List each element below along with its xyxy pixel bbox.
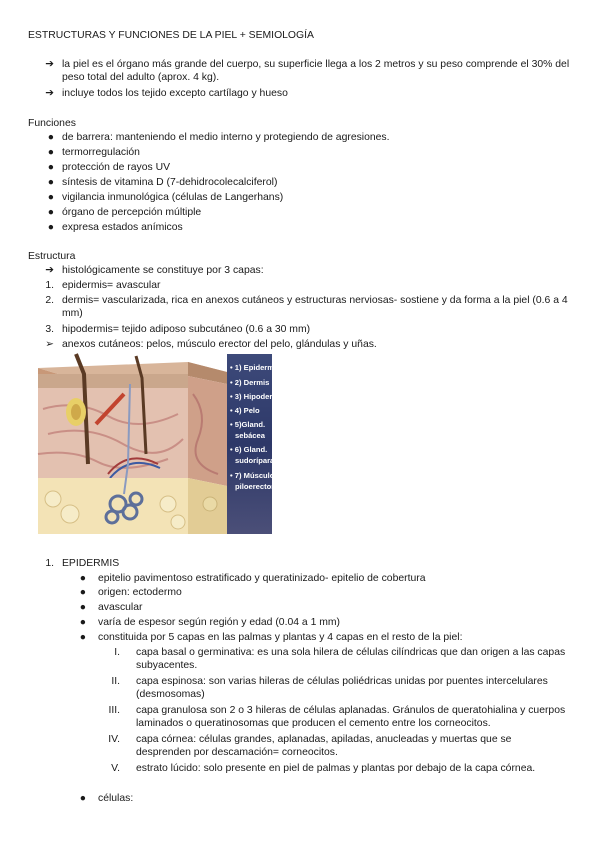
intro-item: la piel es el órgano más grande del cuerpo, su superficie llega a los 2 metros y su peso comprende el 30% del peso total del adulto (aprox. 4 kg).	[62, 59, 570, 83]
arrow-icon: ➔	[45, 59, 54, 70]
capa-item: epidermis= avascular	[62, 280, 161, 291]
roman-numeral: I.	[114, 647, 120, 658]
capa-description: capa córnea: células grandes, aplanadas, apiladas, anucleadas y muertas que se desprenden por descamación= corneocitos.	[136, 734, 512, 758]
bullet-icon: ●	[47, 147, 54, 158]
legend-item: • 3) Hipodermis	[230, 392, 286, 401]
legend-item: • 1) Epidermis	[230, 363, 281, 372]
legend-item: sebácea	[235, 431, 265, 440]
bullet-icon: ●	[47, 207, 54, 218]
skin-diagram	[38, 354, 286, 534]
capa-description: capa granulosa son 2 o 3 hileras de células aplanadas. Gránulos de queratohialina y cuerpos laminados o queratinosomas que producen el cemento entre los corneocitos.	[136, 705, 566, 729]
roman-numeral: V.	[111, 763, 120, 774]
roman-numeral: IV.	[108, 734, 120, 745]
funcion-item: expresa estados anímicos	[62, 222, 183, 233]
estructura-heading: Estructura	[28, 251, 76, 262]
epidermis-bullet: constituida por 5 capas en las palmas y plantas y 4 capas en el resto de la piel:	[98, 632, 463, 643]
roman-numeral: II.	[111, 676, 120, 687]
legend-item: • 4) Pelo	[230, 406, 260, 415]
bullet-icon: ●	[79, 632, 86, 643]
arrow-icon: ➔	[45, 265, 54, 276]
list-number: 2.	[45, 295, 54, 306]
legend-item: • 7) Músculo	[230, 471, 275, 480]
bullet-icon: ●	[79, 587, 86, 598]
funcion-item: de barrera: manteniendo el medio interno y protegiendo de agresiones.	[62, 132, 390, 143]
skin-illustration	[38, 354, 227, 534]
capa-description: capa espinosa: son varias hileras de células poliédricas unidas por puentes intercelulares (desmosomas)	[136, 676, 548, 700]
epidermis-bullet: avascular	[98, 602, 143, 613]
legend-item: • 5)Gland.	[230, 420, 266, 429]
epidermis-bullet: epitelio pavimentoso estratificado y queratinizado- epitelio de cobertura	[98, 573, 426, 584]
capa-description: capa basal o germinativa: es una sola hilera de células cilíndricas que dan origen a las capas subyacentes.	[136, 647, 566, 671]
funciones-heading: Funciones	[28, 118, 76, 129]
epidermis-bullet: origen: ectodermo	[98, 587, 182, 598]
list-number: 3.	[45, 324, 54, 335]
funcion-item: termorregulación	[62, 147, 140, 158]
bullet-icon: ●	[79, 617, 86, 628]
chevron-right-icon: ➢	[45, 339, 54, 350]
legend-item: sudorípara	[235, 456, 275, 465]
bullet-icon: ●	[47, 177, 54, 188]
document-title: ESTRUCTURAS Y FUNCIONES DE LA PIEL + SEMIOLOGÍA	[28, 30, 314, 41]
bullet-icon: ●	[47, 222, 54, 233]
anexos-item: anexos cutáneos: pelos, músculo erector del pelo, glándulas y uñas.	[62, 339, 377, 350]
arrow-icon: ➔	[45, 88, 54, 99]
epidermis-bullet: varía de espesor según región y edad (0.04 a 1 mm)	[98, 617, 341, 628]
section-number: 1.	[45, 558, 54, 569]
capa-item: hipodermis= tejido adiposo subcutáneo (0.6 a 30 mm)	[62, 324, 311, 335]
funcion-item: vigilancia inmunológica (células de Langerhans)	[62, 192, 284, 203]
bullet-icon: ●	[47, 162, 54, 173]
intro-item: incluye todos los tejido excepto cartílago y hueso	[62, 88, 288, 99]
bullet-icon: ●	[79, 602, 86, 613]
bullet-icon: ●	[47, 132, 54, 143]
list-number: 1.	[45, 280, 54, 291]
funcion-item: protección de rayos UV	[62, 162, 171, 173]
epidermis-bullet: células:	[98, 793, 134, 804]
roman-numeral: III.	[108, 705, 120, 716]
bullet-icon: ●	[47, 192, 54, 203]
funcion-item: síntesis de vitamina D (7-dehidrocolecalciferol)	[62, 177, 278, 188]
estructura-arrow-item: histológicamente se constituye por 3 capas:	[62, 265, 264, 276]
legend-item: • 2) Dermis	[230, 378, 270, 387]
legend-item: piloerector	[235, 482, 275, 491]
funcion-item: órgano de percepción múltiple	[62, 207, 202, 218]
figure-legend	[227, 354, 286, 534]
bullet-icon: ●	[79, 573, 86, 584]
legend-item: • 6) Gland.	[230, 445, 268, 454]
epidermis-heading: EPIDERMIS	[62, 558, 120, 569]
capa-item: dermis= vascularizada, rica en anexos cutáneos y estructuras nerviosas- sostiene y da forma a la piel (0.6 a 4 mm)	[62, 295, 568, 319]
bullet-icon: ●	[79, 793, 86, 804]
capa-description: estrato lúcido: solo presente en piel de palmas y plantas por debajo de la capa córnea.	[136, 763, 536, 774]
